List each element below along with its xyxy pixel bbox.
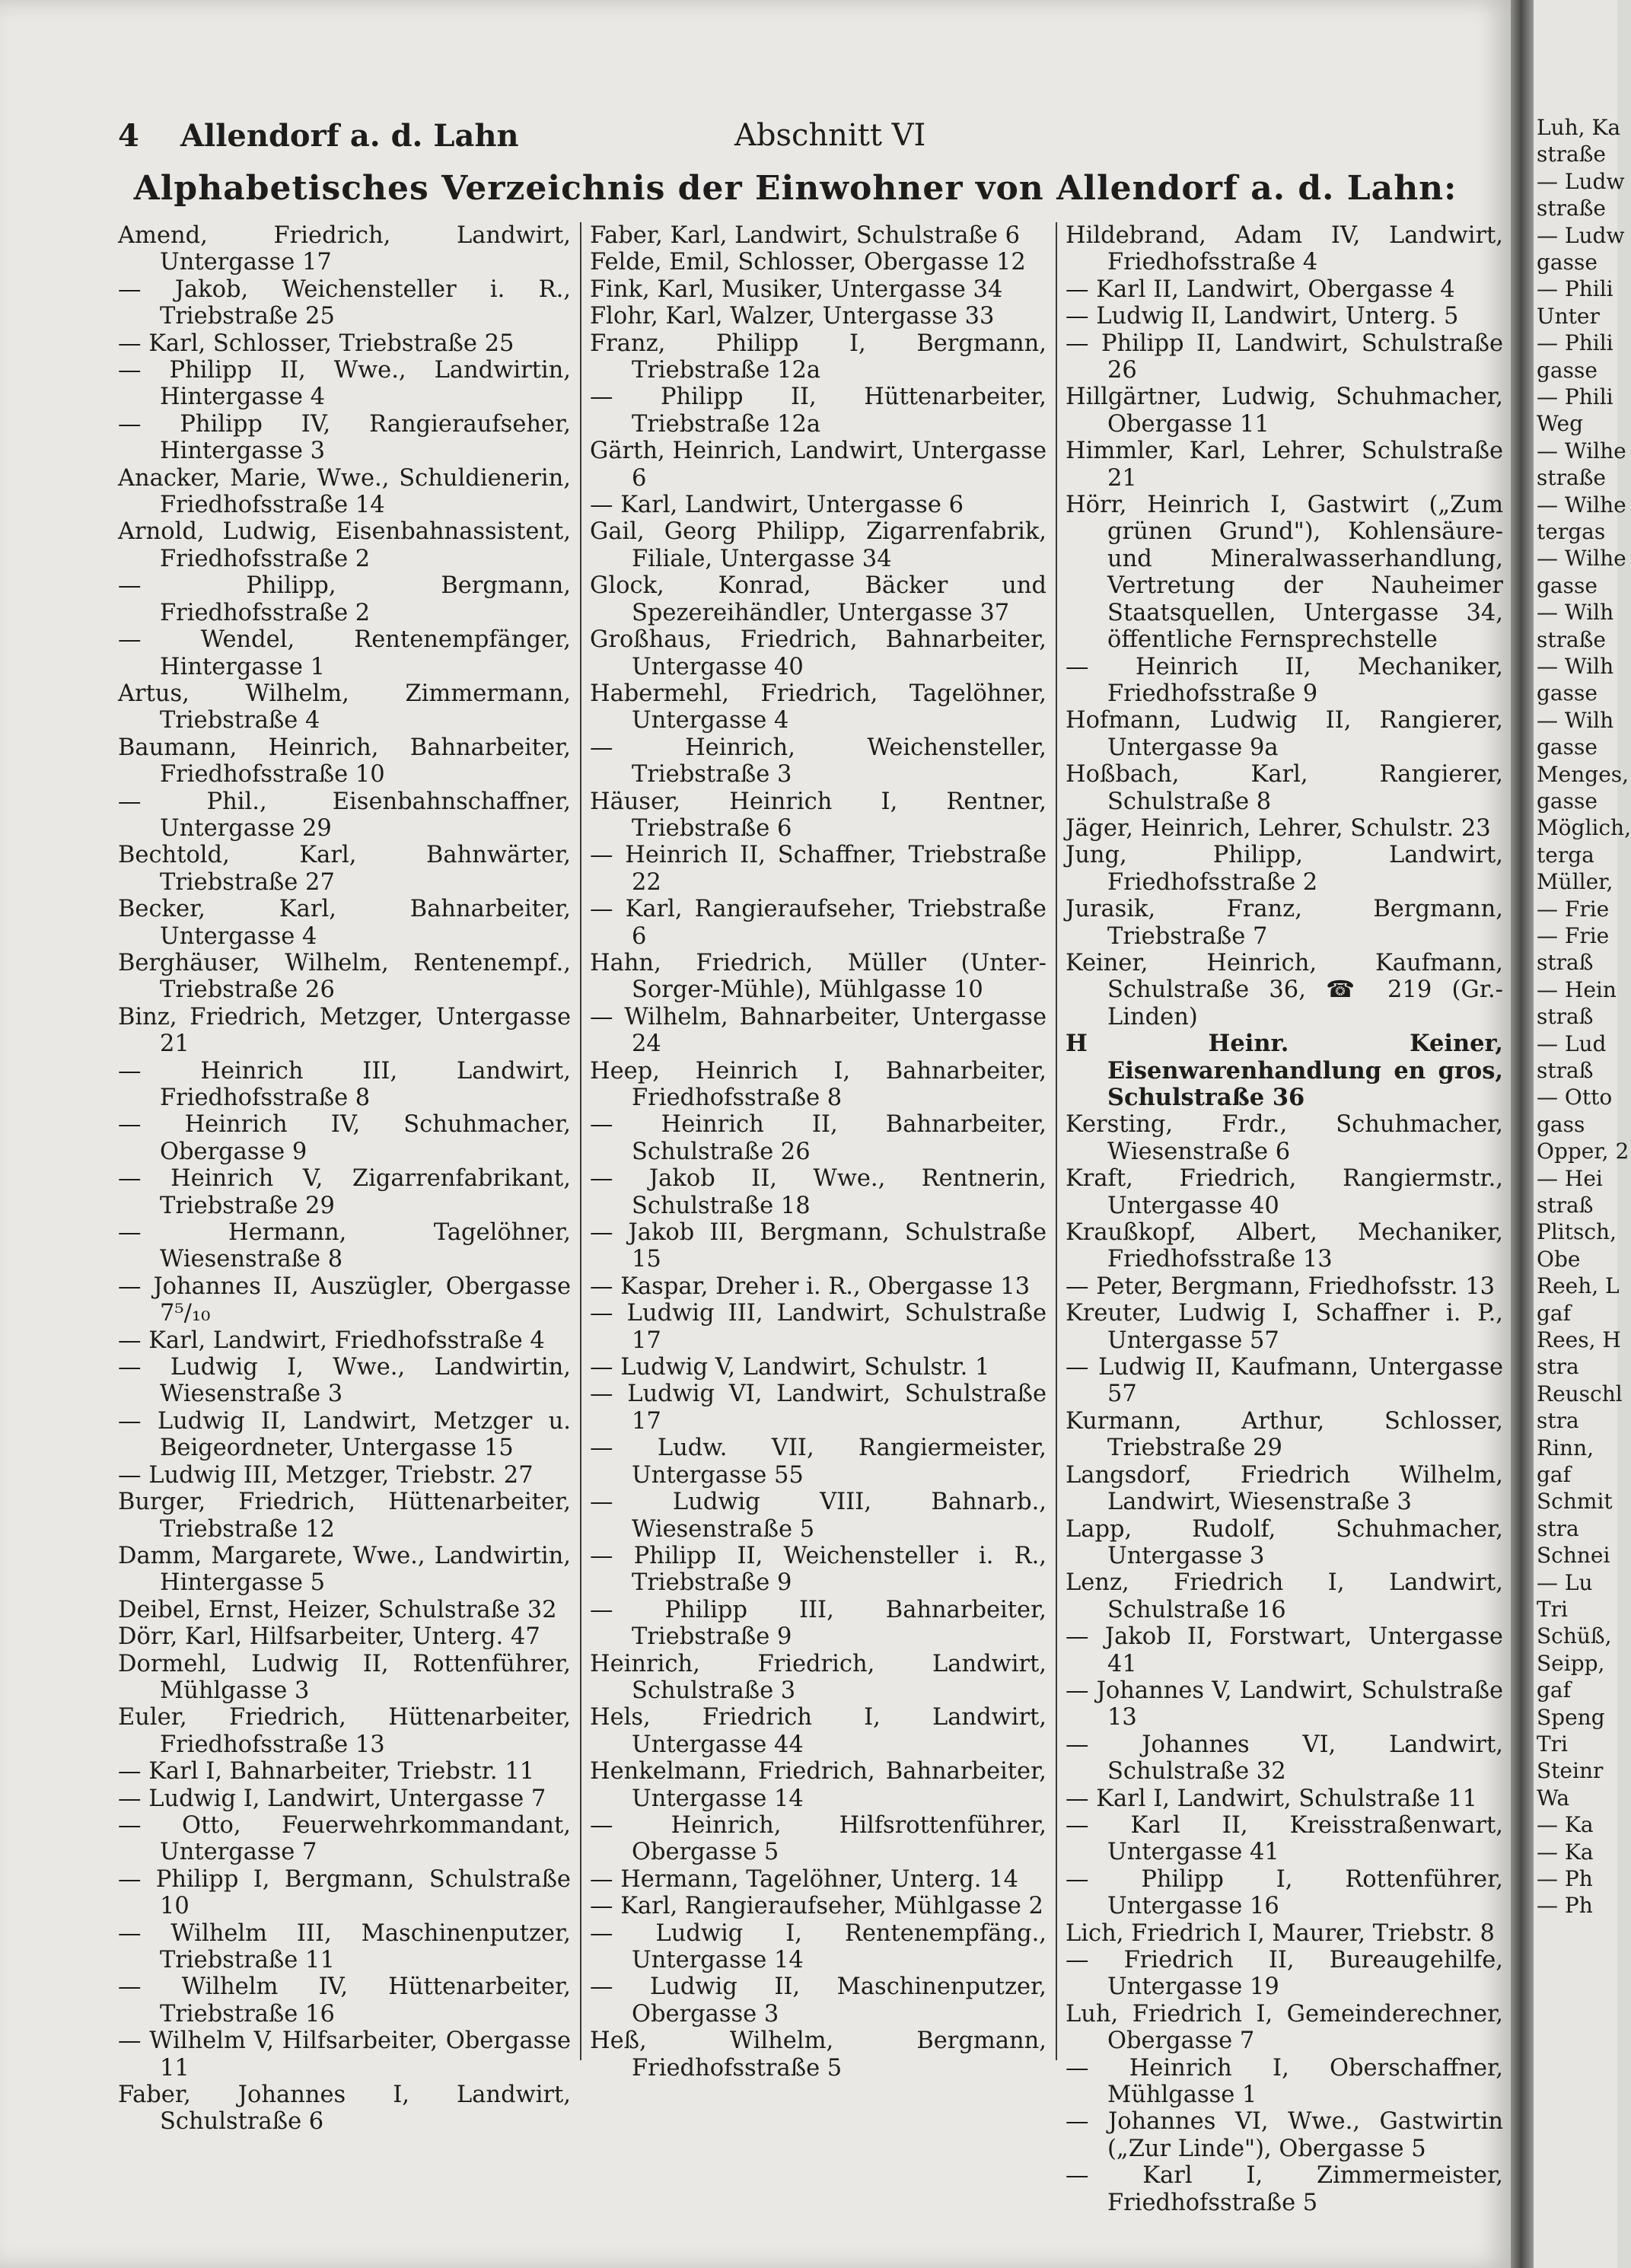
directory-entry: — Ludwig III, Landwirt, Schulstraße 17 [590, 1300, 1046, 1354]
directory-entry: Artus, Wilhelm, Zimmermann, Triebstraße 4 [118, 680, 571, 734]
facing-page-fragment: Opper, 2 [1537, 1139, 1629, 1164]
facing-page-fragment: gasse [1537, 680, 1598, 706]
facing-page-fragment: — Wilhe [1537, 438, 1626, 463]
book-gutter [1511, 0, 1534, 2268]
directory-entry: — Otto, Feuerwehrkommandant, Untergasse 7 [118, 1811, 571, 1866]
directory-entry: Kreuter, Ludwig I, Schaffner i. P., Untergasse 57 [1066, 1300, 1503, 1354]
directory-entry: — Wendel, Rentenempfänger, Hintergasse 1 [118, 626, 571, 680]
directory-entry: — Karl, Landwirt, Friedhofsstraße 4 [118, 1327, 545, 1354]
running-title: Allendorf a. d. Lahn [180, 118, 519, 154]
directory-entry: Burger, Friedrich, Hüttenarbeiter, Triebstraße 12 [118, 1489, 571, 1543]
directory-entry: Kurmann, Arthur, Schlosser, Triebstraße 29 [1066, 1407, 1503, 1462]
directory-entry: Himmler, Karl, Lehrer, Schulstraße 21 [1066, 438, 1503, 492]
directory-entry: — Heinrich II, Bahnarbeiter, Schulstraße 26 [590, 1111, 1046, 1165]
directory-entry: — Heinrich II, Schaffner, Triebstraße 22 [590, 842, 1046, 896]
section-label: Abschnitt VI [734, 118, 926, 153]
directory-entry: Anacker, Marie, Wwe., Schuldienerin, Friedhofsstraße 14 [118, 464, 571, 519]
directory-entry: Bechtold, Karl, Bahnwärter, Triebstraße 27 [118, 842, 571, 896]
facing-page-fragment: Menges, [1537, 761, 1629, 787]
facing-page-fragment: straße [1537, 465, 1606, 491]
facing-page-fragment: Seipp, [1537, 1650, 1605, 1676]
facing-page-fragment: stra [1537, 1515, 1579, 1541]
directory-entry: Keiner, Heinrich, Kaufmann, Schulstraße 36, ☎ 219 (Gr.-Linden) [1066, 949, 1503, 1030]
facing-page-fragment: — Phili [1537, 384, 1613, 409]
facing-page-fragment: — Ph [1537, 1866, 1593, 1891]
directory-entry: Großhaus, Friedrich, Bahnarbeiter, Untergasse 40 [590, 626, 1046, 680]
directory-entry: Felde, Emil, Schlosser, Obergasse 12 [590, 249, 1026, 276]
facing-page-fragment: Obe [1537, 1246, 1581, 1272]
directory-entry: — Philipp II, Landwirt, Schulstraße 26 [1066, 330, 1503, 384]
directory-entry: — Ludw. VII, Rangiermeister, Untergasse 55 [590, 1435, 1046, 1489]
directory-entry: — Philipp III, Bahnarbeiter, Triebstraße 9 [590, 1596, 1046, 1651]
directory-entry: — Peter, Bergmann, Friedhofsstr. 13 [1066, 1273, 1496, 1300]
column-1 [118, 222, 571, 2136]
directory-entry: — Friedrich II, Bureaugehilfe, Untergasse 19 [1066, 1947, 1503, 2001]
facing-page-fragment: Rinn, [1537, 1435, 1594, 1461]
directory-entry: — Karl I, Landwirt, Schulstraße 11 [1066, 1785, 1477, 1812]
facing-page-fragment: Tri [1537, 1597, 1569, 1622]
directory-entry: — Wilhelm III, Maschinenputzer, Triebstraße 11 [118, 1919, 571, 1973]
directory-entry: — Philipp II, Weichensteller i. R., Triebstraße 9 [590, 1542, 1046, 1597]
directory-entry: — Phil., Eisenbahnschaffner, Untergasse 29 [118, 788, 571, 842]
facing-page-fragment: gaf [1537, 1300, 1571, 1326]
facing-page-fragment: — Frie [1537, 896, 1610, 922]
directory-entry: Hels, Friedrich I, Landwirt, Untergasse 44 [590, 1704, 1046, 1758]
facing-page-fragment: Schmit [1537, 1489, 1613, 1515]
directory-entry: Kraft, Friedrich, Rangiermstr., Untergasse 40 [1066, 1165, 1503, 1219]
facing-page-fragment: gasse [1537, 734, 1598, 760]
facing-page-fragment: — Frie [1537, 923, 1610, 948]
facing-page-fragment: — Otto [1537, 1085, 1613, 1110]
directory-entry: — Ludwig III, Metzger, Triebstr. 27 [118, 1461, 534, 1489]
facing-page-fragment: Schüß, [1537, 1623, 1612, 1649]
facing-page-fragment: Unter [1537, 303, 1600, 329]
directory-entry: Fink, Karl, Musiker, Untergasse 34 [590, 276, 1003, 303]
facing-page-fragment: — Wilhe [1537, 546, 1626, 572]
directory-entry: — Ludwig I, Rentenempfäng., Untergasse 14 [590, 1919, 1046, 1973]
page-title: Alphabetisches Verzeichnis der Einwohner von Allendorf a. d. Lahn: [133, 169, 1457, 208]
directory-entry: Gärth, Heinrich, Landwirt, Untergasse 6 [590, 438, 1046, 492]
directory-entry: Franz, Philipp I, Bergmann, Triebstraße 12a [590, 330, 1046, 384]
directory-entry: Faber, Johannes I, Landwirt, Schulstraße 6 [118, 2082, 571, 2136]
facing-page-fragment: — Ludw [1537, 222, 1625, 248]
directory-entry: — Johannes V, Landwirt, Schulstraße 13 [1066, 1677, 1503, 1731]
directory-entry: — Jakob III, Bergmann, Schulstraße 15 [590, 1219, 1046, 1273]
facing-page-fragment: Möglich, [1537, 815, 1631, 841]
directory-entry: Faber, Karl, Landwirt, Schulstraße 6 [590, 222, 1021, 249]
directory-entry: Häuser, Heinrich I, Rentner, Triebstraße 6 [590, 788, 1046, 842]
facing-page-fragment: straß [1537, 1058, 1594, 1083]
directory-entry: — Ludwig II, Maschinenputzer, Obergasse 3 [590, 1973, 1046, 2028]
directory-entry: — Heinrich III, Landwirt, Friedhofsstraße 8 [118, 1057, 571, 1111]
column-divider [1056, 222, 1057, 2060]
directory-entry: — Karl, Rangieraufseher, Mühlgasse 2 [590, 1893, 1043, 1920]
facing-page-fragment: — Phili [1537, 330, 1613, 356]
facing-page-fragment: Schnei [1537, 1543, 1610, 1569]
directory-entry: — Johannes II, Auszügler, Obergasse 7⁵/₁₀ [118, 1273, 571, 1327]
directory-entry: Kraußkopf, Albert, Mechaniker, Friedhofsstraße 13 [1066, 1219, 1503, 1273]
directory-entry: — Wilhelm IV, Hüttenarbeiter, Triebstraße 16 [118, 1973, 571, 2028]
directory-entry: — Karl II, Landwirt, Obergasse 4 [1066, 276, 1455, 303]
directory-entry: H Heinr. Keiner, Eisenwarenhandlung en gros, Schulstraße 36 [1066, 1030, 1503, 1111]
directory-entry: — Philipp IV, Rangieraufseher, Hintergasse 3 [118, 410, 571, 465]
facing-page-fragment: straß [1537, 1193, 1594, 1218]
directory-entry: — Philipp I, Bergmann, Schulstraße 10 [118, 1865, 571, 1920]
directory-entry: Glock, Konrad, Bäcker und Spezereihändler, Untergasse 37 [590, 572, 1046, 626]
facing-page-fragment: Steinr [1537, 1758, 1604, 1784]
directory-entry: Heinrich, Friedrich, Landwirt, Schulstraße 3 [590, 1650, 1046, 1704]
directory-entry: Heep, Heinrich I, Bahnarbeiter, Friedhofsstraße 8 [590, 1057, 1046, 1111]
facing-page-fragment: Plitsch, [1537, 1219, 1617, 1245]
directory-entry: — Philipp I, Rottenführer, Untergasse 16 [1066, 1865, 1503, 1920]
facing-page-fragment: Speng [1537, 1704, 1605, 1730]
directory-entry: — Jakob II, Forstwart, Untergasse 41 [1066, 1623, 1503, 1677]
facing-page-fragment: gass [1537, 1111, 1585, 1137]
directory-entry: Jung, Philipp, Landwirt, Friedhofsstraße 2 [1066, 842, 1503, 896]
directory-entry: Deibel, Ernst, Heizer, Schulstraße 32 [118, 1596, 557, 1623]
directory-entry: Kersting, Frdr., Schuhmacher, Wiesenstraße 6 [1066, 1111, 1503, 1165]
facing-page-fragment: tergas [1537, 519, 1606, 544]
facing-page-fragment: — Ph [1537, 1893, 1593, 1919]
directory-entry: — Karl II, Kreisstraßenwart, Untergasse 41 [1066, 1811, 1503, 1866]
directory-entry: Dormehl, Ludwig II, Rottenführer, Mühlgasse 3 [118, 1650, 571, 1704]
directory-entry: Jäger, Heinrich, Lehrer, Schulstr. 23 [1066, 814, 1491, 842]
directory-entry: — Heinrich IV, Schuhmacher, Obergasse 9 [118, 1111, 571, 1165]
facing-page-fragment: gaf [1537, 1677, 1571, 1703]
facing-page-fragment: gasse [1537, 357, 1598, 383]
directory-entry: Jurasik, Franz, Bergmann, Triebstraße 7 [1066, 896, 1503, 950]
facing-page-fragment: gaf [1537, 1462, 1571, 1487]
facing-page-fragment: — Wilh [1537, 654, 1614, 679]
directory-entry: — Ludwig V, Landwirt, Schulstr. 1 [590, 1354, 990, 1381]
directory-entry: — Johannes VI, Wwe., Gastwirtin („Zur Linde"), Obergasse 5 [1066, 2108, 1503, 2162]
directory-entry: Hillgärtner, Ludwig, Schuhmacher, Obergasse 11 [1066, 384, 1503, 438]
directory-entry: — Heinrich I, Oberschaffner, Mühlgasse 1 [1066, 2054, 1503, 2109]
directory-entry: — Ludwig VI, Landwirt, Schulstraße 17 [590, 1381, 1046, 1435]
directory-entry: — Jakob II, Wwe., Rentnerin, Schulstraße 18 [590, 1165, 1046, 1219]
directory-entry: — Heinrich, Hilfsrottenführer, Obergasse 5 [590, 1811, 1046, 1866]
directory-entry: Baumann, Heinrich, Bahnarbeiter, Friedhofsstraße 10 [118, 734, 571, 788]
facing-page-fragment: — Wilhe [1537, 492, 1626, 518]
column-divider [580, 222, 581, 2060]
facing-page-fragment: gasse [1537, 788, 1598, 814]
column-2 [590, 222, 1046, 2082]
page-number: 4 [118, 118, 139, 154]
directory-entry: Hahn, Friedrich, Müller (Unter-Sorger-Mühle), Mühlgasse 10 [590, 949, 1046, 1004]
facing-page-fragment: Rees, H [1537, 1327, 1621, 1352]
facing-page-fragment: — Hei [1537, 1165, 1603, 1191]
directory-entry: Hildebrand, Adam IV, Landwirt, Friedhofsstraße 4 [1066, 222, 1503, 276]
directory-entry: — Philipp, Bergmann, Friedhofsstraße 2 [118, 572, 571, 626]
directory-entry: Hörr, Heinrich I, Gastwirt („Zum grünen Grund"), Kohlensäure- und Mineralwasserhandlung, Vertretung der Nauheimer Staatsquellen, Untergasse 34, öffentliche Fernsprechstelle [1066, 492, 1503, 654]
facing-page-fragment: gasse [1537, 572, 1598, 598]
facing-page-fragment: — Ludw [1537, 168, 1625, 194]
facing-page-fragment: Reeh, L [1537, 1273, 1620, 1299]
facing-page-fragment: — Lu [1537, 1569, 1593, 1595]
directory-entry: — Heinrich II, Mechaniker, Friedhofsstraße 9 [1066, 653, 1503, 707]
directory-entry: — Jakob, Weichensteller i. R., Triebstraße 25 [118, 276, 571, 330]
facing-page-fragment: Weg [1537, 411, 1583, 437]
facing-page-fragment: straße [1537, 196, 1606, 221]
facing-page-fragment: straße [1537, 626, 1606, 652]
facing-page-fragment: — Wilh [1537, 707, 1614, 733]
directory-entry: — Hermann, Tagelöhner, Wiesenstraße 8 [118, 1219, 571, 1273]
directory-entry: — Wilhelm V, Hilfsarbeiter, Obergasse 11 [118, 2028, 571, 2082]
directory-entry: — Karl I, Zimmermeister, Friedhofsstraße 5 [1066, 2162, 1503, 2216]
directory-entry: — Hermann, Tagelöhner, Unterg. 14 [590, 1865, 1018, 1893]
directory-entry: — Philipp II, Wwe., Landwirtin, Hintergasse 4 [118, 357, 571, 411]
facing-page-fragment: — Ka [1537, 1839, 1594, 1865]
directory-entry: Binz, Friedrich, Metzger, Untergasse 21 [118, 1003, 571, 1058]
facing-page-fragment: stra [1537, 1408, 1579, 1434]
directory-entry: Lich, Friedrich I, Maurer, Triebstr. 8 [1066, 1919, 1495, 1947]
directory-entry: — Karl, Rangieraufseher, Triebstraße 6 [590, 896, 1046, 950]
directory-entry: — Ludwig VIII, Bahnarb., Wiesenstraße 5 [590, 1489, 1046, 1543]
directory-entry: — Karl, Landwirt, Untergasse 6 [590, 492, 964, 519]
directory-entry: Euler, Friedrich, Hüttenarbeiter, Friedhofsstraße 13 [118, 1704, 571, 1758]
facing-page-fragment: stra [1537, 1354, 1579, 1380]
facing-page-edge [1534, 0, 1631, 2268]
directory-entry: Hoßbach, Karl, Rangierer, Schulstraße 8 [1066, 761, 1503, 815]
directory-entry: Becker, Karl, Bahnarbeiter, Untergasse 4 [118, 896, 571, 950]
directory-entry: Heß, Wilhelm, Bergmann, Friedhofsstraße 5 [590, 2028, 1046, 2082]
facing-page-fragment: Reuschl [1537, 1381, 1623, 1406]
facing-page-fragment: gasse [1537, 250, 1598, 275]
directory-entry: — Ludwig II, Landwirt, Unterg. 5 [1066, 303, 1459, 330]
facing-page-fragment: — Ka [1537, 1812, 1594, 1838]
directory-entry: Gail, Georg Philipp, Zigarrenfabrik, Filiale, Untergasse 34 [590, 518, 1046, 572]
directory-entry: Lenz, Friedrich I, Landwirt, Schulstraße 16 [1066, 1569, 1503, 1623]
directory-entry: Amend, Friedrich, Landwirt, Untergasse 17 [118, 222, 571, 276]
directory-entry: Habermehl, Friedrich, Tagelöhner, Untergasse 4 [590, 680, 1046, 734]
directory-entry: — Johannes VI, Landwirt, Schulstraße 32 [1066, 1731, 1503, 1785]
directory-entry: Arnold, Ludwig, Eisenbahnassistent, Friedhofsstraße 2 [118, 518, 571, 572]
column-3 [1066, 222, 1503, 2216]
directory-entry: — Karl I, Bahnarbeiter, Triebstr. 11 [118, 1758, 535, 1785]
directory-entry: — Ludwig I, Wwe., Landwirtin, Wiesenstraße 3 [118, 1354, 571, 1408]
facing-page-fragment: — Hein [1537, 976, 1617, 1002]
directory-entry: Flohr, Karl, Walzer, Untergasse 33 [590, 303, 995, 330]
facing-page-fragment: straße [1537, 142, 1606, 167]
directory-entry: Hofmann, Ludwig II, Rangierer, Untergasse 9a [1066, 707, 1503, 761]
facing-page-fragment: — Lud [1537, 1030, 1607, 1056]
facing-page-fragment: straß [1537, 950, 1594, 976]
directory-entry: Luh, Friedrich I, Gemeinderechner, Obergasse 7 [1066, 2000, 1503, 2055]
directory-entry: — Heinrich V, Zigarrenfabrikant, Triebstraße 29 [118, 1165, 571, 1219]
running-header [118, 118, 1480, 164]
directory-entry: — Ludwig II, Landwirt, Metzger u. Beigeordneter, Untergasse 15 [118, 1407, 571, 1462]
facing-page-fragment: Wa [1537, 1785, 1570, 1811]
directory-entry: — Philipp II, Hüttenarbeiter, Triebstraße 12a [590, 384, 1046, 438]
directory-entry: Langsdorf, Friedrich Wilhelm, Landwirt, Wiesenstraße 3 [1066, 1461, 1503, 1516]
directory-entry: Henkelmann, Friedrich, Bahnarbeiter, Untergasse 14 [590, 1758, 1046, 1812]
facing-page-fragment: Tri [1537, 1731, 1569, 1757]
directory-entry: — Ludwig I, Landwirt, Untergasse 7 [118, 1785, 546, 1812]
directory-entry: — Karl, Schlosser, Triebstraße 25 [118, 330, 514, 357]
directory-entry: Damm, Margarete, Wwe., Landwirtin, Hintergasse 5 [118, 1542, 571, 1597]
directory-entry: — Heinrich, Weichensteller, Triebstraße 3 [590, 734, 1046, 788]
directory-entry: Berghäuser, Wilhelm, Rentenempf., Triebstraße 26 [118, 949, 571, 1004]
facing-page-fragment: — Phili [1537, 276, 1613, 302]
facing-page-fragment: terga [1537, 842, 1594, 868]
facing-page-fragment: straß [1537, 1004, 1594, 1030]
directory-entry: Dörr, Karl, Hilfsarbeiter, Unterg. 47 [118, 1623, 540, 1651]
directory-entry: — Kaspar, Dreher i. R., Obergasse 13 [590, 1273, 1031, 1300]
directory-entry: — Wilhelm, Bahnarbeiter, Untergasse 24 [590, 1003, 1046, 1058]
directory-entry: Lapp, Rudolf, Schuhmacher, Untergasse 3 [1066, 1515, 1503, 1569]
directory-entry: — Ludwig II, Kaufmann, Untergasse 57 [1066, 1354, 1503, 1408]
facing-page-fragment: Müller, [1537, 869, 1613, 895]
facing-page-fragment: Luh, Ka [1537, 115, 1621, 140]
facing-page-fragment: — Wilh [1537, 600, 1614, 626]
